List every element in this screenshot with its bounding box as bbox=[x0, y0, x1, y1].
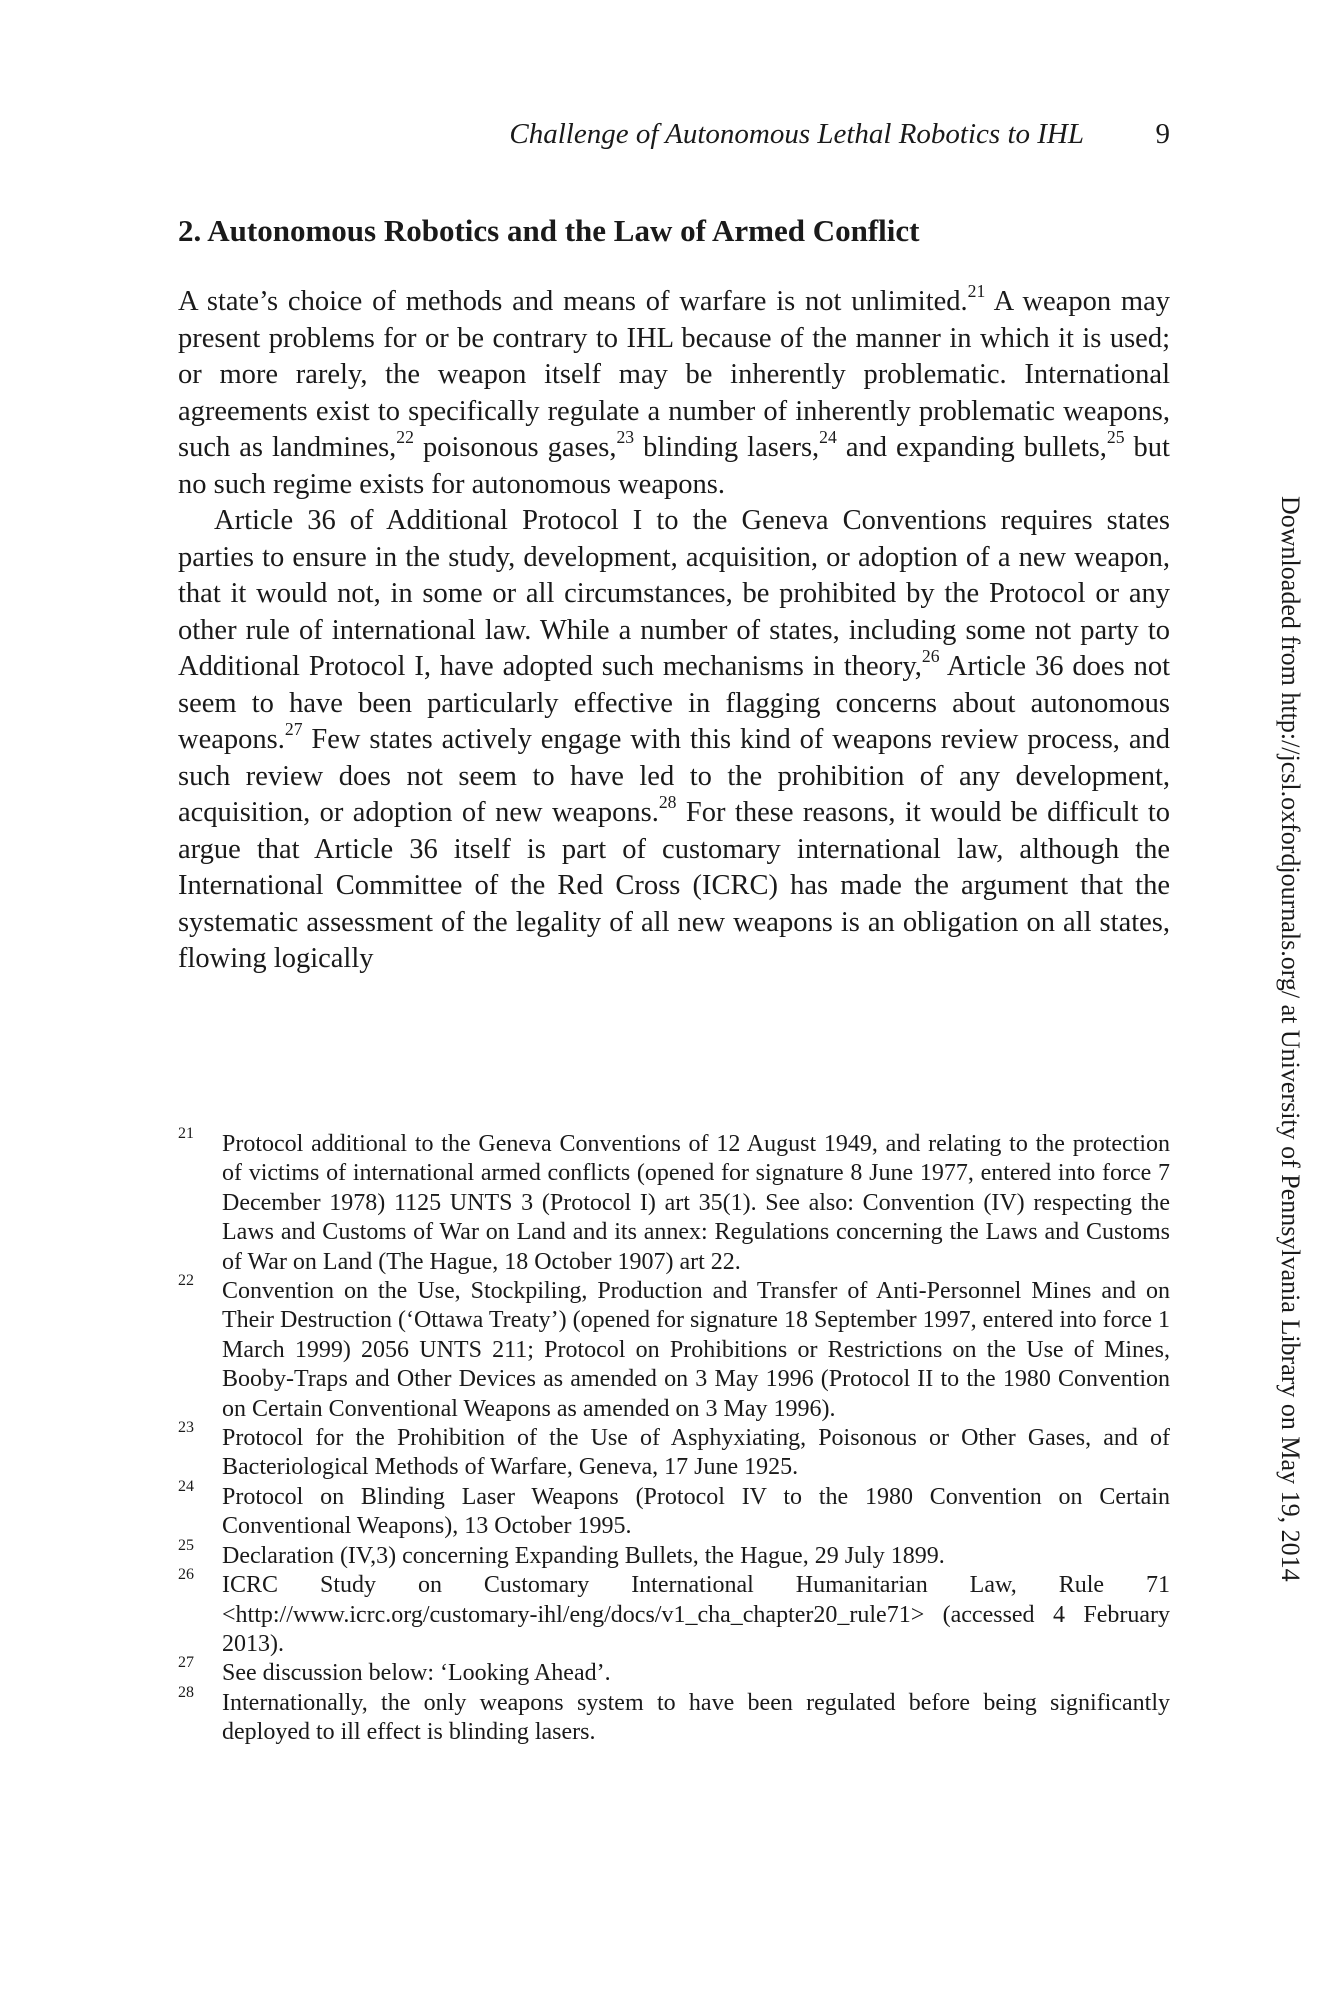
text-span: blinding lasers, bbox=[634, 432, 820, 463]
footnote-text: ICRC Study on Customary International Humanitarian Law, Rule 71 <http://www.icrc.org/customary-ihl/eng/docs/v1_cha_chapter20_rule71> (accessed 4 February 2013). bbox=[222, 1572, 1170, 1657]
text-span: but no such regime exists for autonomous weapons. bbox=[178, 432, 1170, 500]
footnote-text: Protocol for the Prohibition of the Use of Asphyxiating, Poisonous or Other Gases, and of Bacteriological Methods of Warfare, Geneva, 17 June 1925. bbox=[222, 1425, 1170, 1481]
footnote bbox=[178, 1125, 1170, 1277]
body-text bbox=[178, 280, 1171, 978]
body-paragraph-1 bbox=[178, 280, 1170, 503]
body-paragraph-2 bbox=[178, 503, 1170, 978]
footnote bbox=[178, 1566, 1170, 1659]
footnote-number: 27 bbox=[178, 1654, 194, 1672]
text-span: For these reasons, it would be difficult to argue that Article 36 itself is part of customary international law, although the International Committee of the Red Cross (ICRC) has made the argument that the systematic assessment of the legality of all new weapons is an obligation on all states, flowing logically bbox=[178, 797, 1171, 974]
footnote bbox=[178, 1272, 1170, 1424]
footnote-ref-25[interactable]: 25 bbox=[1106, 426, 1125, 447]
footnote-text: Protocol additional to the Geneva Conventions of 12 August 1949, and relating to the protection of victims of international armed conflicts (opened for signature 8 June 1977, entered into force 7 December 1978) 1125 UNTS 3 (Protocol I) art 35(1). See also: Convention (IV) respecting the Laws and Customs of War on Land and its annex: Regulations concerning the Laws and Customs of War on Land (The Hague, 18 October 1907) art 22. bbox=[222, 1131, 1170, 1275]
footnote-text: Protocol on Blinding Laser Weapons (Protocol IV to the 1980 Convention on Certain Conventional Weapons), 13 October 1995. bbox=[222, 1483, 1170, 1540]
footnote-number: 22 bbox=[178, 1272, 194, 1290]
text-span: Few states actively engage with this kind of weapons review process, and such review does not seem to have led to the prohibition of any development, acquisition, or adoption of new weapons. bbox=[178, 724, 1170, 828]
running-head-title: Challenge of Autonomous Lethal Robotics to IHL bbox=[509, 118, 1084, 150]
footnote-number: 24 bbox=[178, 1477, 194, 1495]
text-span: Article 36 of Additional Protocol I to the Geneva Conventions requires states parties to ensure in the study, development, acquisition, or adoption of a new weapon, that it would not, in some or all circumstances, be prohibited by the Protocol or any other rule of international law. While a number of states, including some not party to Additional Protocol I, have adopted such mechanisms in theory, bbox=[178, 505, 1170, 682]
footnote bbox=[178, 1683, 1170, 1748]
footnote-ref-27[interactable]: 27 bbox=[284, 718, 303, 739]
footnote-number: 23 bbox=[178, 1419, 194, 1437]
text-span: A weapon may present problems for or be contrary to IHL because of the manner in which it is used; or more rarely, the weapon itself may be inherently problematic. International agreements exist to specifically regulate a number of inherently problematic weapons, such as landmines, bbox=[178, 286, 1170, 463]
footnote bbox=[178, 1419, 1170, 1483]
footnote-ref-24[interactable]: 24 bbox=[819, 426, 837, 447]
footnote-number: 25 bbox=[178, 1536, 194, 1554]
footnote-ref-28[interactable]: 28 bbox=[658, 791, 677, 812]
footnote bbox=[178, 1654, 1170, 1688]
footnote bbox=[178, 1536, 1170, 1571]
footnote-ref-26[interactable]: 26 bbox=[921, 645, 940, 666]
text-span: and expanding bullets, bbox=[836, 432, 1107, 463]
download-watermark: Downloaded from http://jcsl.oxfordjournals.org/ at University of Pennsylvania Library on May 19, 2014 bbox=[1276, 496, 1305, 1582]
footnote-ref-23[interactable]: 23 bbox=[616, 426, 635, 447]
text-span: poisonous gases, bbox=[413, 432, 617, 463]
running-head bbox=[178, 114, 1170, 154]
section-title: 2. Autonomous Robotics and the Law of Armed Conflict bbox=[178, 213, 920, 248]
page-number: 9 bbox=[1155, 118, 1170, 150]
footnote-text: Internationally, the only weapons system to have been regulated before being significantly deployed to ill effect is blinding lasers. bbox=[222, 1689, 1170, 1746]
footnotes bbox=[178, 1125, 1170, 1748]
footnote-number: 28 bbox=[178, 1683, 194, 1701]
footnote-text: See discussion below: ‘Looking Ahead’. bbox=[222, 1660, 611, 1687]
text-span: A state’s choice of methods and means of warfare is not unlimited. bbox=[178, 286, 968, 317]
footnote-ref-22[interactable]: 22 bbox=[396, 426, 414, 447]
footnote-text: Declaration (IV,3) concerning Expanding Bullets, the Hague, 29 July 1899. bbox=[222, 1542, 945, 1569]
footnote-ref-21[interactable]: 21 bbox=[967, 280, 986, 301]
footnote-number: 26 bbox=[178, 1566, 194, 1584]
text-span: Article 36 does not seem to have been particularly effective in flagging concerns about autonomous weapons. bbox=[178, 651, 1170, 755]
footnote bbox=[178, 1477, 1170, 1542]
footnote-text: Convention on the Use, Stockpiling, Production and Transfer of Anti-Personnel Mines and on Their Destruction (‘Ottawa Treaty’) (opened for signature 18 September 1997, entered into force 1 March 1999) 2056 UNTS 211; Protocol on Prohibitions or Restrictions on the Use of Mines, Booby-Traps and Other Devices as amended on 3 May 1996 (Protocol II to the 1980 Convention on Certain Conventional Weapons as amended on 3 May 1996). bbox=[222, 1278, 1170, 1422]
footnote-number: 21 bbox=[178, 1125, 194, 1142]
